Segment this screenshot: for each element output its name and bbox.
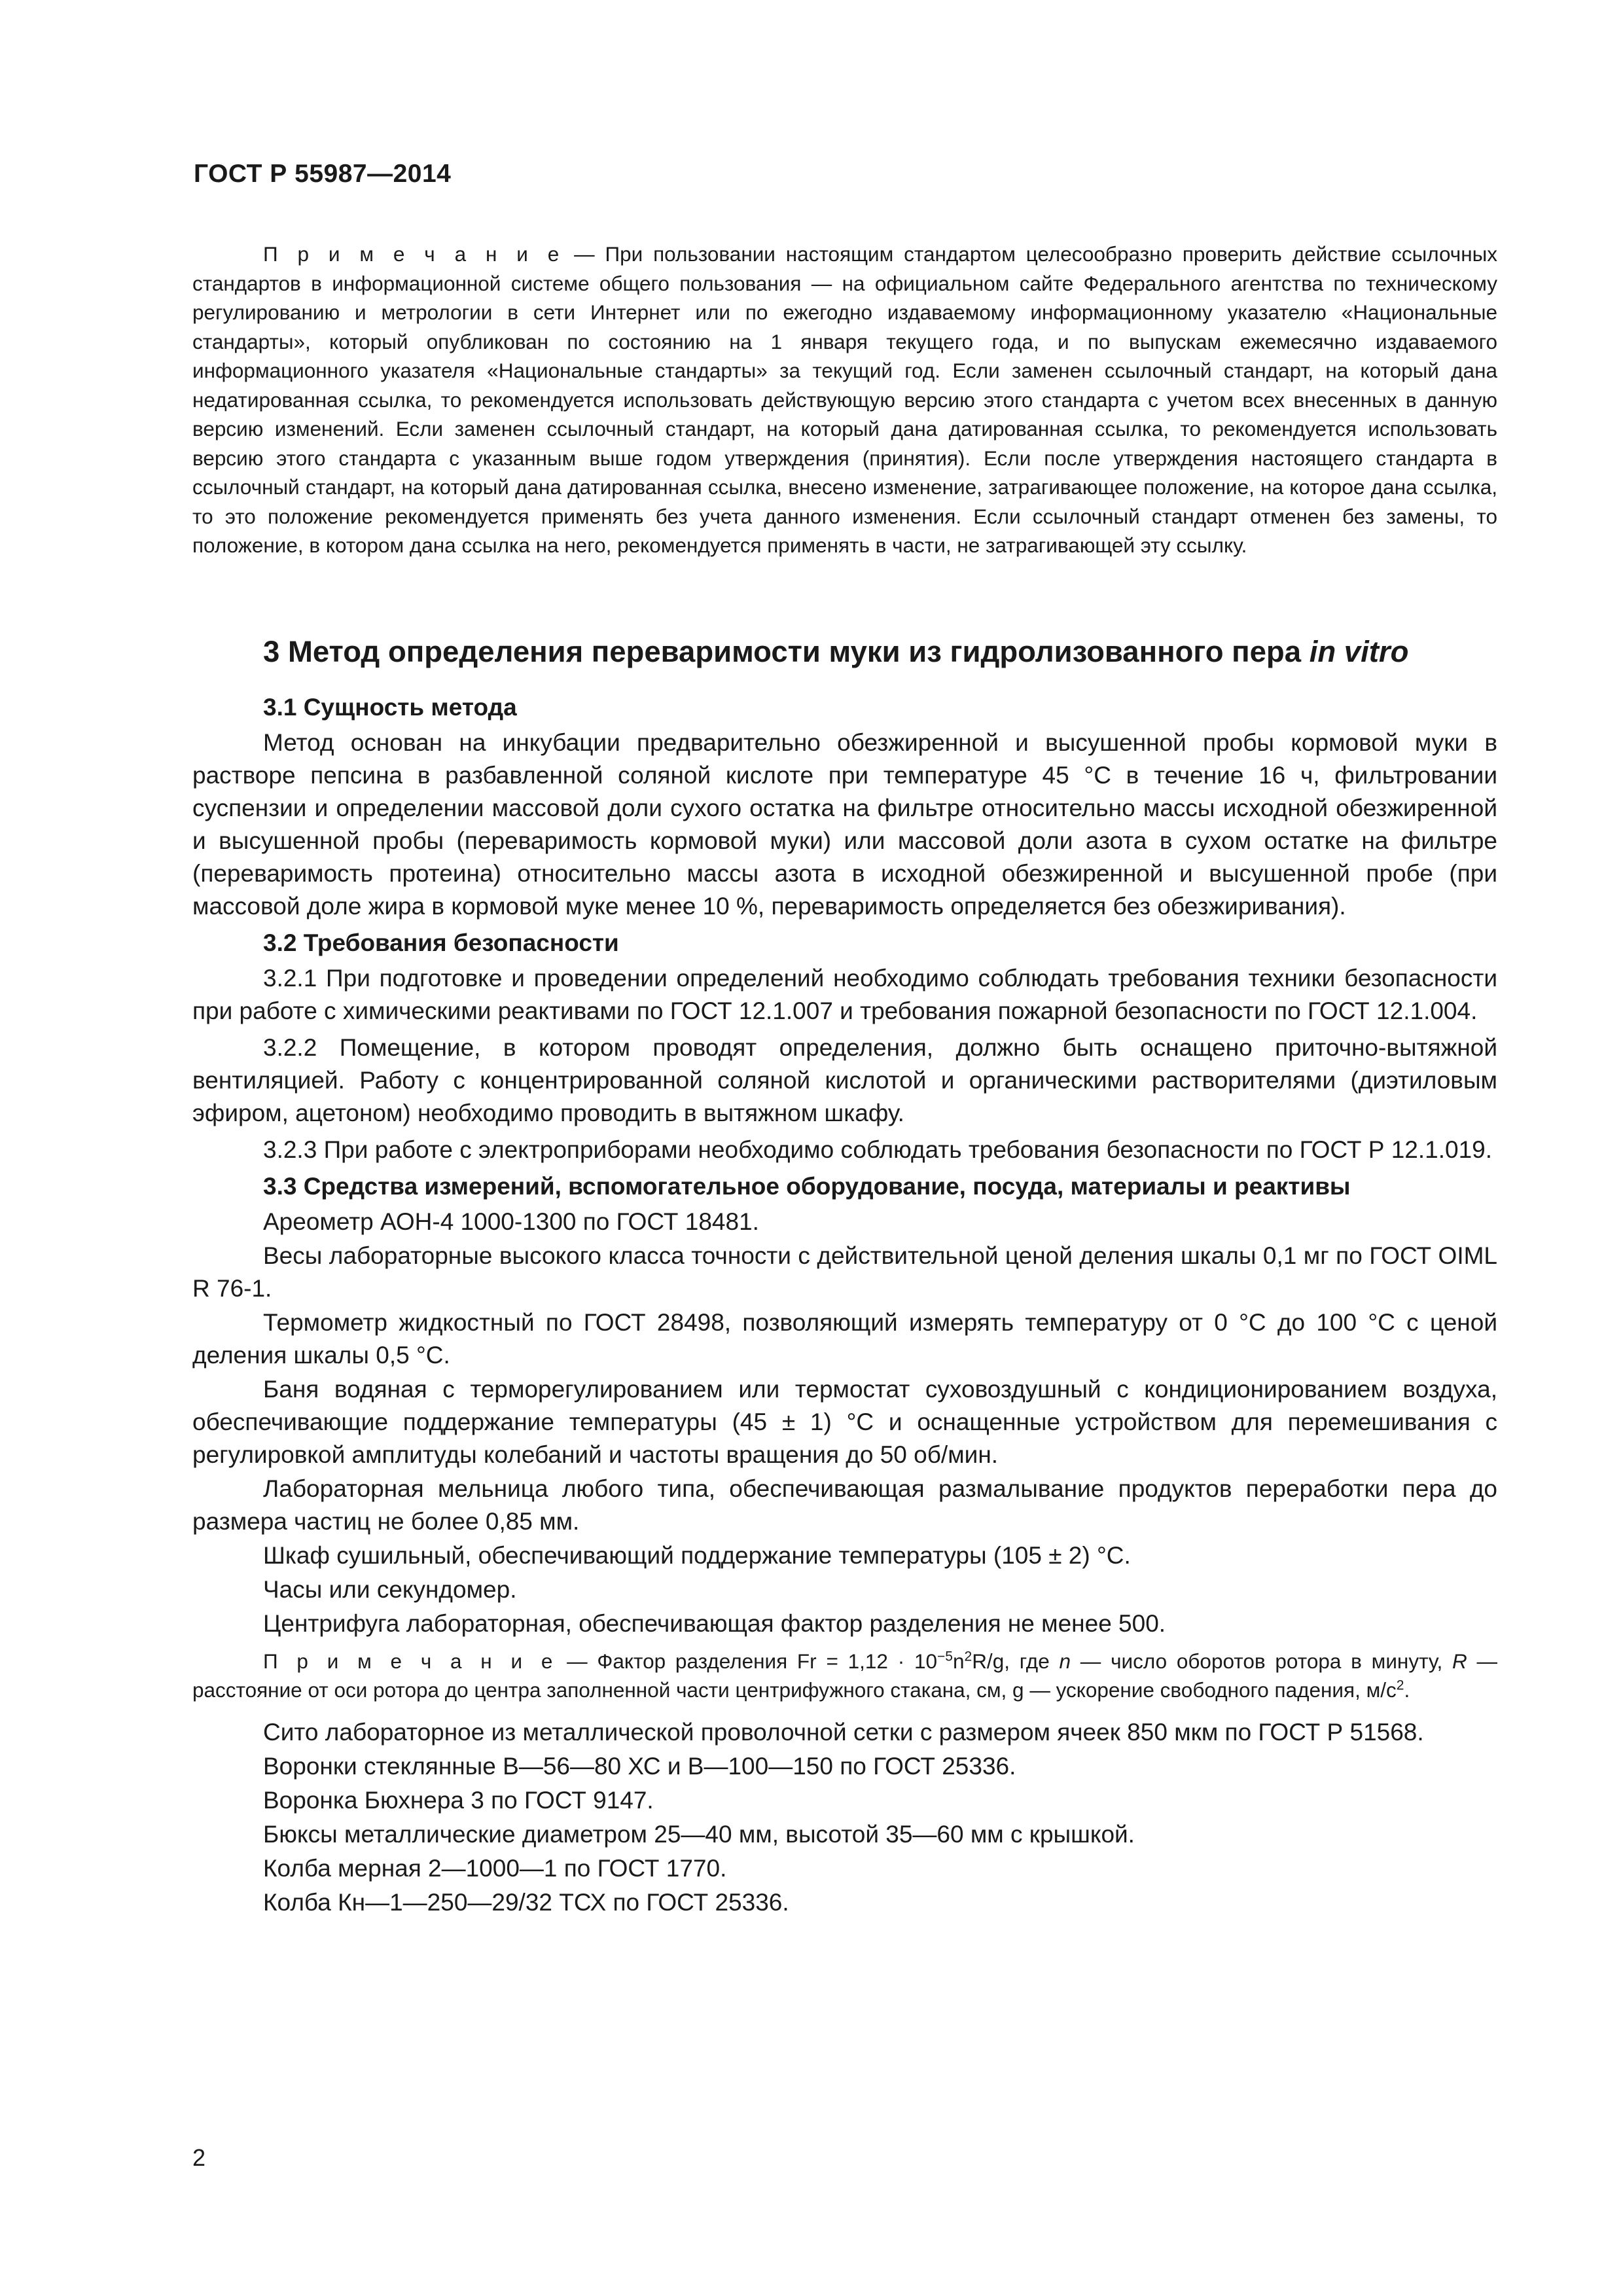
clause-3-2-2: 3.2.2 Помещение, в котором проводят определения, должно быть оснащено приточно-вытяжной вентиляцией. Работу с концентрированной соляной кислотой и органическими растворителями (диэтиловым эфиром, ацетоном) необходимо проводить в вытяжном шкафу.	[192, 1034, 1497, 1126]
equipment-item: Воронки стеклянные В—56—80 ХС и В—100—150 по ГОСТ 25336.	[263, 1753, 1016, 1780]
equipment-item: Термометр жидкостный по ГОСТ 28498, позволяющий измерять температуру от 0 °С до 100 °С с ценой деления шкалы 0,5 °С.	[192, 1309, 1497, 1369]
subsection-3-2-heading: 3.2 Требования безопасности	[263, 929, 619, 956]
section-3-title-italic: in vitro	[1309, 635, 1409, 668]
note-text: — Фактор разделения Fr = 1,12 · 10	[557, 1649, 938, 1673]
centrifuge-note	[192, 1647, 1497, 1704]
clause-3-2-3: 3.2.3 При работе с электроприборами необходимо соблюдать требования безопасности по ГОСТ Р 12.1.019.	[263, 1136, 1493, 1163]
page-number: 2	[192, 2144, 206, 2171]
equipment-item: Колба мерная 2—1000—1 по ГОСТ 1770.	[263, 1855, 727, 1882]
equipment-item: Баня водяная с терморегулированием или термостат суховоздушный с кондиционированием воздуха, обеспечивающие поддержание температуры (45 ± 1) °С и оснащенные устройством для перемешивания с регулировкой амплитуды колебаний и частоты вращения до 50 об/мин.	[192, 1376, 1497, 1468]
centrifuge-note-paragraph	[192, 1647, 1497, 1704]
superscript: 2	[964, 1649, 972, 1664]
equipment-item: Часы или секундомер.	[263, 1576, 517, 1603]
equipment-item: Бюксы металлические диаметром 25—40 мм, высотой 35—60 мм с крышкой.	[263, 1821, 1135, 1848]
equipment-item: Центрифуга лабораторная, обеспечивающая фактор разделения не менее 500.	[263, 1610, 1166, 1637]
equipment-item: Сито лабораторное из металлической проволочной сетки с размером ячеек 850 мкм по ГОСТ Р 51568.	[263, 1719, 1424, 1746]
section-3-title-text: 3 Метод определения переваримости муки из гидролизованного пера	[263, 635, 1310, 668]
note-text: — расстояние от оси ротора до центра заполненной части центрифужного стакана, см, g — ускорение свободного падения, м/с	[192, 1649, 1498, 1702]
section-3-title	[263, 635, 1507, 669]
variable-r: R	[1452, 1649, 1467, 1673]
equipment-item: Ареометр АОН-4 1000-1300 по ГОСТ 18481.	[263, 1208, 759, 1235]
equipment-item: Шкаф сушильный, обеспечивающий поддержание температуры (105 ± 2) °С.	[263, 1542, 1131, 1569]
equipment-item: Колба Кн—1—250—29/32 ТСХ по ГОСТ 25336.	[263, 1889, 789, 1916]
reference-note	[192, 240, 1497, 560]
subsection-3-1-text: Метод основан на инкубации предварительно обезжиренной и высушенной пробы кормовой муки в растворе пепсина в разбавленной соляной кислоте при температуре 45 °С в течение 16 ч, фильтровании суспензии и определении массовой доли сухого остатка на фильтре относительно массы исходной обезжиренной и высушенной пробы (переваримость кормовой муки) или массовой доли азота в сухом остатке на фильтре (переваримость протеина) относительно массы азота в исходной обезжиренной и высушенной пробе (при массовой доле жира в кормовой муке менее 10 %, переваримость определяется без обезжиривания).	[192, 729, 1497, 920]
clause-3-2-1: 3.2.1 При подготовке и проведении определений необходимо соблюдать требования техники безопасности при работе с химическими реактивами по ГОСТ 12.1.007 и требования пожарной безопасности по ГОСТ 12.1.004.	[192, 965, 1497, 1024]
document-id-header: ГОСТ Р 55987—2014	[194, 160, 452, 188]
note-label: П р и м е ч а н и е	[263, 1649, 558, 1673]
note-text: — число оборотов ротора в минуту,	[1071, 1649, 1452, 1673]
note-text: R/g, где	[972, 1649, 1060, 1673]
note-text: n	[952, 1649, 965, 1673]
note-label: П р и м е ч а н и е	[263, 242, 564, 266]
equipment-item: Лабораторная мельница любого типа, обеспечивающая размалывание продуктов переработки пера до размера частиц не более 0,85 мм.	[192, 1475, 1497, 1535]
superscript: 2	[1396, 1677, 1404, 1693]
section-3-body	[192, 691, 1497, 1920]
equipment-item: Воронка Бюхнера 3 по ГОСТ 9147.	[263, 1787, 654, 1814]
subsection-3-3-heading: 3.3 Средства измерений, вспомогательное оборудование, посуда, материалы и реактивы	[263, 1173, 1351, 1200]
equipment-item: Весы лабораторные высокого класса точности с действительной ценой деления шкалы 0,1 мг по ГОСТ OIML R 76-1.	[192, 1242, 1497, 1302]
subsection-3-1-heading: 3.1 Сущность метода	[263, 694, 517, 721]
note-text: .	[1404, 1678, 1410, 1702]
reference-note-paragraph	[192, 240, 1497, 560]
note-text: — При пользовании настоящим стандартом целесообразно проверить действие ссылочных стандартов в информационной системе общего пользования — на официальном сайте Федерального агентства по техническому регулированию и метрологии в сети Интернет или по ежегодно издаваемому информационному указателю «Национальные стандарты», который опубликован по состоянию на 1 января текущего года, и по выпускам ежемесячно издаваемого информационного указателя «Национальные стандарты» за текущий год. Если заменен ссылочный стандарт, на который дана недатированная ссылка, то рекомендуется использовать действующую версию этого стандарта с учетом всех внесенных в данную версию изменений. Если заменен ссылочный стандарт, на который дана датированная ссылка, то рекомендуется использовать версию этого стандарта с указанным выше годом утверждения (принятия). Если после утверждения настоящего стандарта в ссылочный стандарт, на который дана датированная ссылка, внесено изменение, затрагивающее положение, на которое дана ссылка, то это положение рекомендуется применять без учета данного изменения. Если ссылочный стандарт отменен без замены, то положение, в котором дана ссылка на него, рекомендуется применять в части, не затрагивающей эту ссылку.	[192, 242, 1497, 557]
variable-n: n	[1059, 1649, 1071, 1673]
superscript: −5	[937, 1649, 953, 1664]
